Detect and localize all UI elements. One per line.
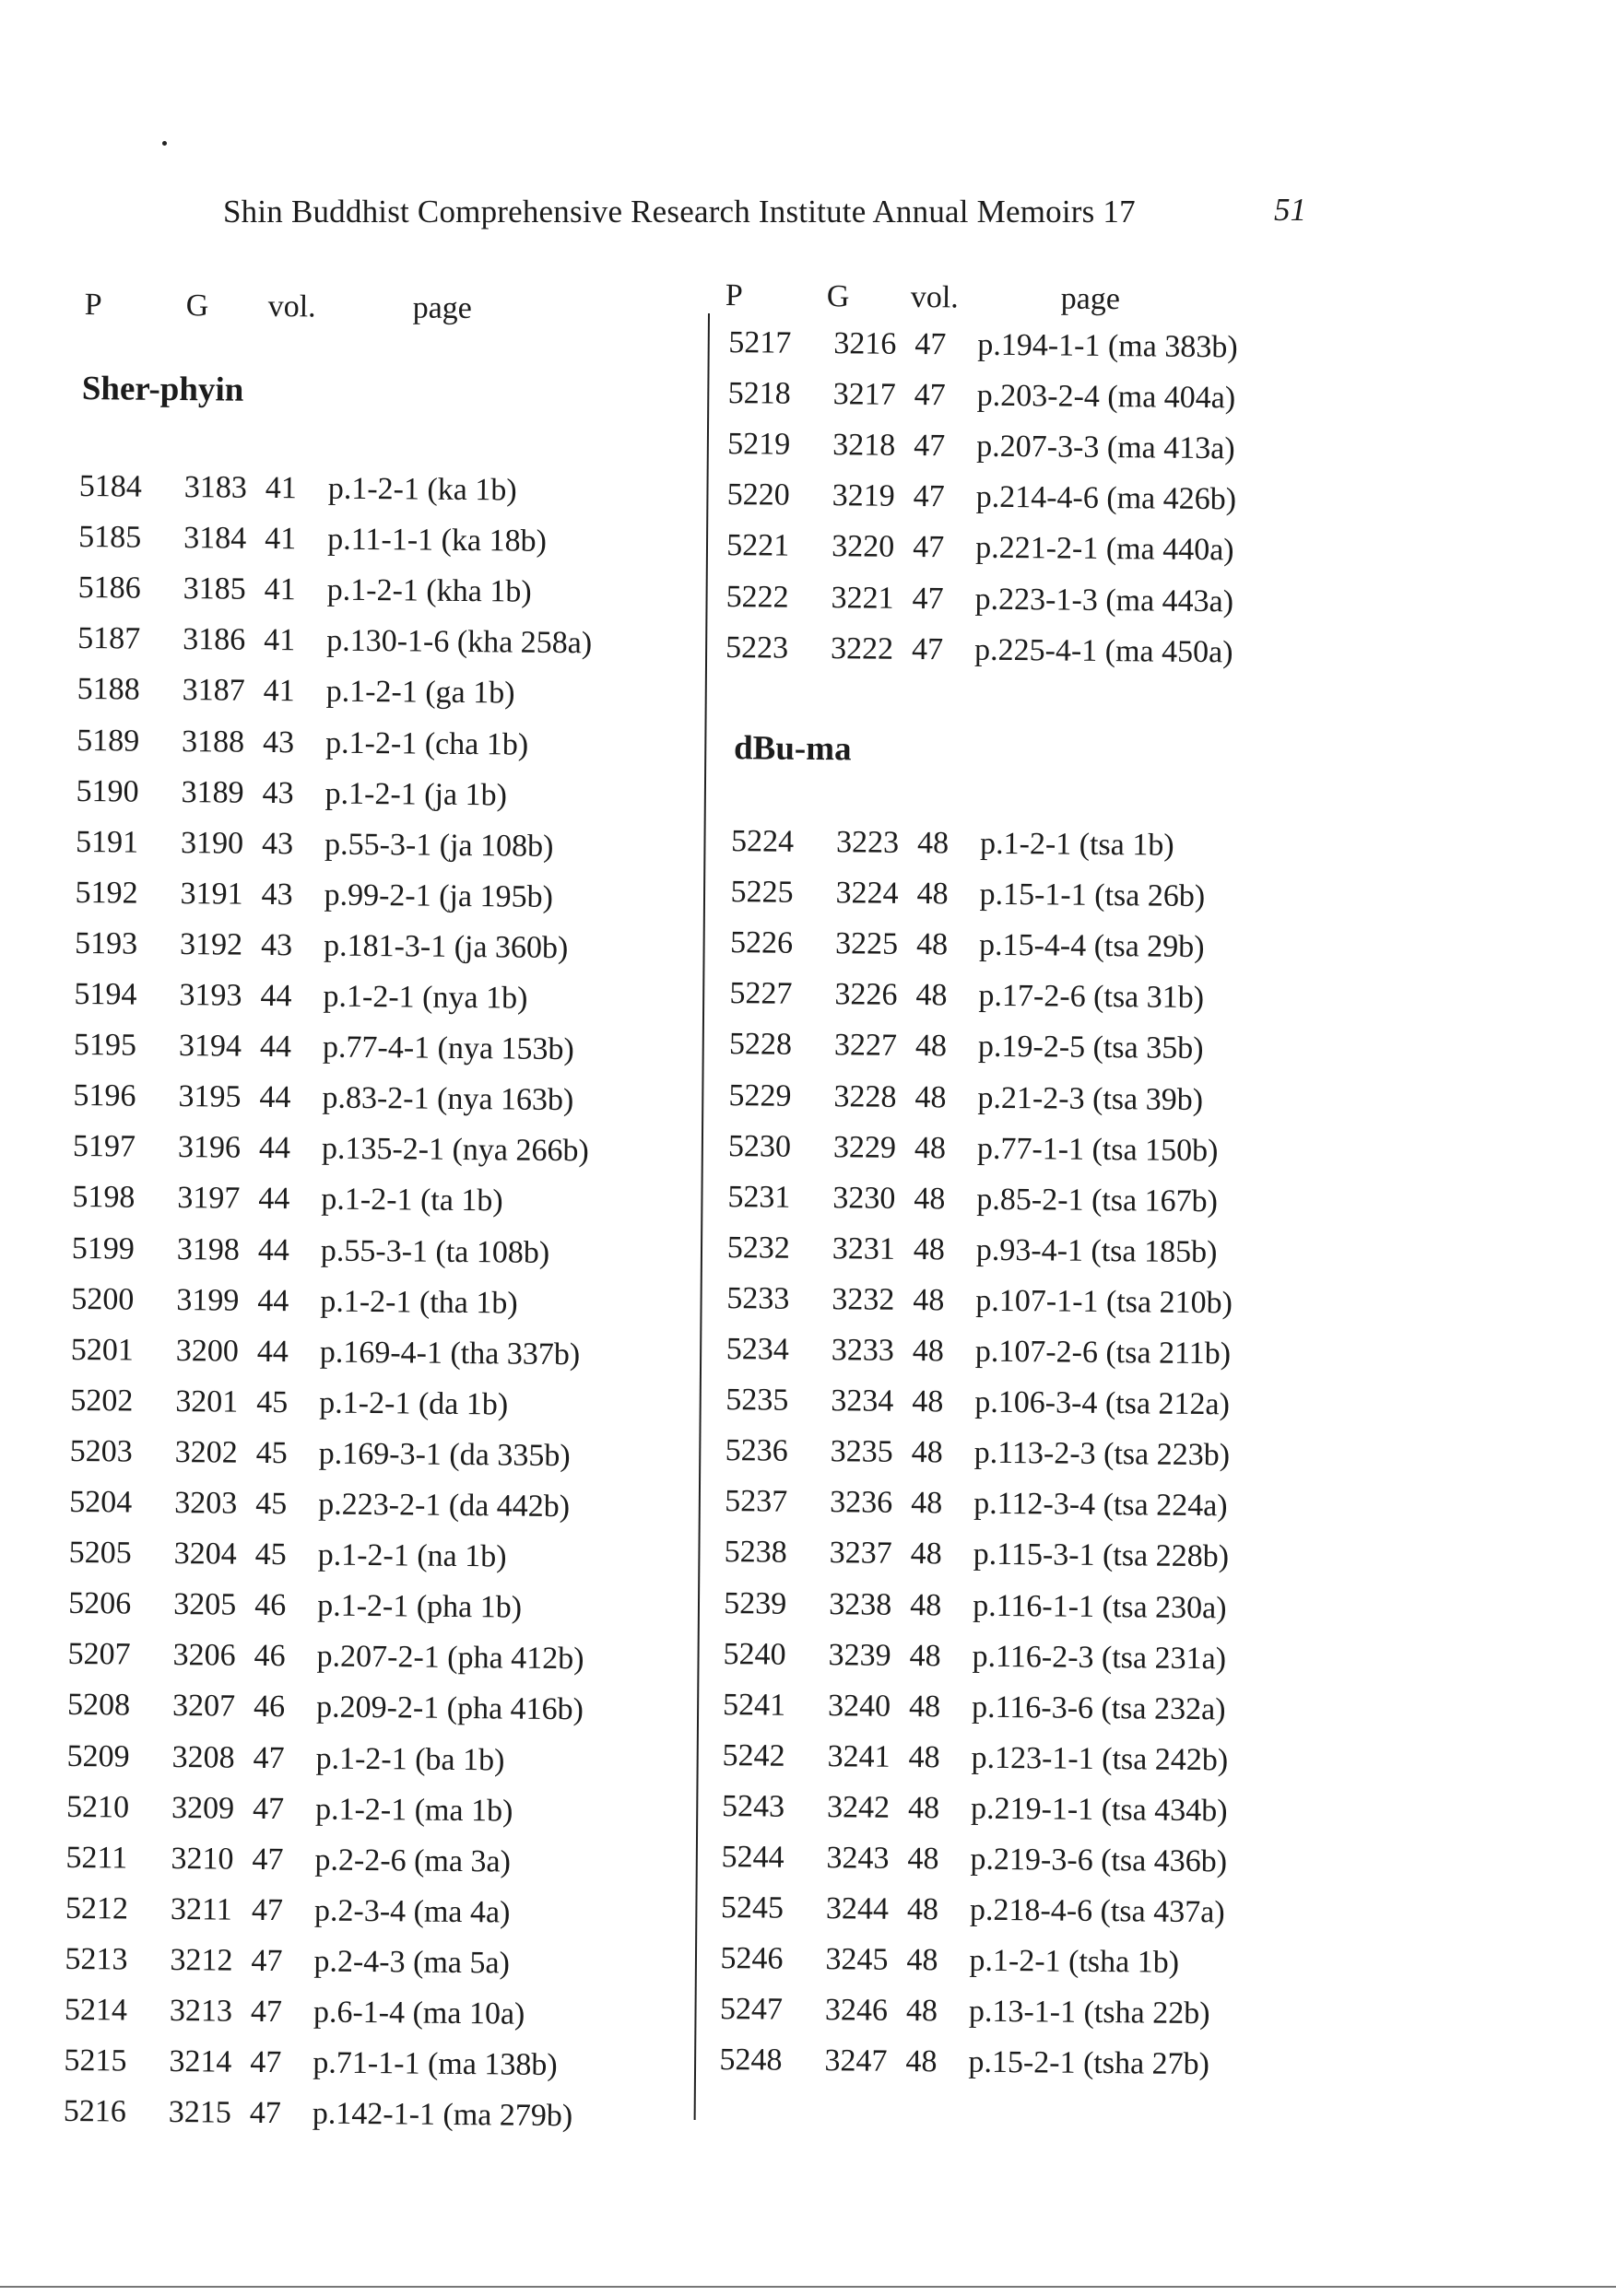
cell-g: 3205: [172, 1587, 237, 1622]
cell-page: p.55-3-1 (ja 108b): [324, 827, 554, 864]
cell-p: 5214: [64, 1992, 128, 2028]
cell-vol: 44: [259, 1080, 291, 1115]
cell-vol: 41: [264, 572, 296, 607]
cell-p: 5188: [77, 672, 140, 708]
cell-page: p.107-1-1 (tsa 210b): [975, 1283, 1233, 1321]
cell-page: p.17-2-6 (tsa 31b): [978, 979, 1205, 1016]
cell-g: 3224: [835, 876, 899, 911]
cell-page: p.107-2-6 (tsa 211b): [974, 1334, 1232, 1372]
cell-vol: 48: [915, 927, 949, 962]
cell-vol: 44: [256, 1334, 289, 1369]
cell-p: 5212: [65, 1890, 129, 1926]
column-header-p-right: P: [725, 278, 743, 313]
cell-vol: 48: [906, 1892, 939, 1927]
cell-g: 3221: [831, 580, 894, 616]
cell-page: p.218-4-6 (tsa 437a): [969, 1892, 1225, 1930]
cell-vol: 41: [263, 674, 295, 709]
cell-p: 5200: [71, 1281, 135, 1317]
cell-vol: 48: [914, 1181, 946, 1217]
cell-g: 3190: [180, 825, 244, 861]
cell-page: p.15-2-1 (tsha 27b): [968, 2045, 1210, 2082]
cell-vol: 43: [261, 877, 293, 913]
cell-page: p.11-1-1 (ka 18b): [327, 522, 548, 559]
cell-g: 3211: [170, 1891, 232, 1927]
section-title-sher-phyin: Sher-phyin: [81, 370, 244, 409]
cell-page: p.83-2-1 (nya 163b): [322, 1080, 574, 1118]
cell-page: p.1-2-1 (tha 1b): [320, 1284, 518, 1321]
cell-page: p.123-1-1 (tsa 242b): [971, 1740, 1229, 1778]
cell-page: p.181-3-1 (ja 360b): [323, 928, 569, 965]
cell-g: 3218: [832, 428, 896, 464]
cell-vol: 48: [912, 1384, 944, 1419]
cell-vol: 48: [914, 1130, 947, 1165]
cell-vol: 46: [254, 1639, 286, 1674]
cell-p: 5205: [68, 1536, 132, 1571]
cell-p: 5229: [728, 1077, 792, 1113]
cell-page: p.225-4-1 (ma 450a): [973, 632, 1233, 669]
cell-vol: 46: [254, 1588, 287, 1623]
cell-g: 3219: [832, 478, 895, 514]
cell-g: 3196: [177, 1130, 242, 1165]
cell-p: 5238: [724, 1535, 787, 1571]
cell-g: 3246: [824, 1993, 889, 2029]
column-header-page: page: [412, 290, 473, 326]
cell-p: 5198: [72, 1180, 136, 1215]
cell-g: 3209: [171, 1790, 235, 1826]
page-number: 51: [1274, 192, 1306, 228]
cell-vol: 47: [913, 530, 945, 565]
cell-p: 5218: [727, 376, 791, 411]
cell-g: 3222: [830, 630, 894, 666]
cell-vol: 47: [914, 378, 946, 413]
cell-p: 5208: [66, 1688, 131, 1723]
cell-page: p.194-1-1 (ma 383b): [977, 327, 1238, 365]
cell-vol: 44: [259, 1029, 292, 1065]
cell-p: 5185: [78, 520, 142, 555]
cell-g: 3203: [174, 1486, 238, 1521]
cell-vol: 48: [916, 877, 949, 912]
column-header-page-right: page: [1060, 281, 1121, 317]
cell-g: 3225: [834, 926, 899, 962]
cell-page: p.1-2-1 (na 1b): [317, 1537, 507, 1574]
cell-vol: 47: [251, 1943, 283, 1979]
cell-p: 5192: [75, 875, 138, 911]
cell-page: p.219-3-6 (tsa 436b): [970, 1842, 1228, 1879]
cell-vol: 48: [913, 1231, 946, 1267]
cell-p: 5189: [76, 723, 140, 759]
cell-page: p.113-2-3 (tsa 223b): [973, 1435, 1231, 1473]
cell-vol: 44: [260, 978, 292, 1014]
cell-vol: 48: [916, 826, 950, 861]
cell-g: 3210: [171, 1841, 234, 1877]
cell-page: p.2-2-6 (ma 3a): [314, 1843, 512, 1879]
cell-vol: 48: [914, 1029, 948, 1064]
cell-p: 5217: [728, 325, 792, 360]
cell-p: 5222: [725, 579, 789, 615]
cell-g: 3215: [168, 2095, 232, 2130]
cell-page: p.2-4-3 (ma 5a): [313, 1944, 511, 1981]
cell-g: 3194: [178, 1029, 242, 1064]
cell-p: 5191: [75, 824, 139, 860]
cell-g: 3199: [176, 1282, 240, 1318]
cell-p: 5241: [722, 1687, 786, 1723]
cell-page: p.112-3-4 (tsa 224a): [973, 1486, 1228, 1524]
cell-vol: 48: [907, 1790, 940, 1826]
cell-p: 5235: [725, 1383, 789, 1418]
cell-g: 3227: [833, 1028, 898, 1064]
speck-mark: [162, 141, 167, 146]
cell-page: p.223-2-1 (da 442b): [318, 1487, 571, 1525]
cell-g: 3191: [180, 876, 243, 912]
cell-vol: 48: [912, 1334, 944, 1369]
cell-g: 3186: [183, 622, 246, 658]
cell-p: 5190: [76, 773, 139, 809]
cell-p: 5203: [69, 1433, 133, 1469]
running-header: Shin Buddhist Comprehensive Research Institute Annual Memoirs 17: [223, 194, 1136, 230]
cell-p: 5204: [69, 1484, 133, 1520]
cell-page: p.116-3-6 (tsa 232a): [971, 1690, 1226, 1727]
cell-g: 3207: [171, 1689, 236, 1725]
cell-vol: 44: [257, 1283, 289, 1318]
cell-g: 3233: [831, 1333, 894, 1368]
cell-p: 5233: [726, 1280, 790, 1316]
cell-vol: 47: [252, 1842, 284, 1877]
cell-p: 5231: [727, 1179, 791, 1215]
cell-vol: 43: [262, 724, 295, 759]
cell-g: 3231: [832, 1230, 896, 1266]
cell-vol: 47: [913, 479, 945, 514]
cell-g: 3185: [183, 571, 246, 606]
column-header-p: P: [84, 288, 102, 323]
cell-p: 5195: [73, 1028, 137, 1063]
cell-p: 5244: [721, 1840, 784, 1875]
cell-g: 3242: [826, 1790, 891, 1825]
cell-page: p.55-3-1 (ta 108b): [320, 1233, 550, 1270]
cell-vol: 45: [256, 1384, 289, 1420]
column-divider: [694, 313, 710, 2120]
cell-p: 5221: [726, 528, 790, 564]
cell-p: 5202: [70, 1383, 134, 1419]
cell-page: p.116-2-3 (tsa 231a): [972, 1639, 1227, 1676]
cell-p: 5186: [77, 571, 141, 606]
cell-p: 5193: [74, 925, 138, 961]
cell-g: 3247: [824, 2043, 888, 2079]
cell-page: p.1-2-1 (ga 1b): [325, 674, 515, 711]
cell-page: p.209-2-1 (pha 416b): [315, 1690, 584, 1727]
cell-g: 3229: [832, 1129, 897, 1165]
cell-g: 3208: [171, 1739, 235, 1775]
cell-vol: 48: [910, 1537, 942, 1572]
column-header-g-right: G: [826, 279, 850, 314]
cell-vol: 41: [265, 522, 297, 557]
cell-page: p.77-1-1 (tsa 150b): [976, 1131, 1219, 1168]
section-title-dbu-ma: dBu-ma: [733, 729, 852, 769]
cell-g: 3204: [173, 1537, 237, 1572]
cell-g: 3232: [832, 1282, 895, 1317]
cell-g: 3235: [830, 1434, 893, 1470]
cell-p: 5248: [719, 2043, 783, 2078]
cell-vol: 47: [914, 327, 947, 362]
cell-vol: 48: [905, 2044, 938, 2079]
cell-p: 5246: [720, 1941, 784, 1976]
cell-g: 3200: [175, 1333, 239, 1369]
cell-page: p.221-2-1 (ma 440a): [975, 531, 1234, 568]
cell-page: p.116-1-1 (tsa 230a): [972, 1588, 1227, 1625]
cell-vol: 47: [911, 631, 944, 666]
cell-page: p.1-2-1 (pha 1b): [316, 1588, 523, 1625]
cell-vol: 44: [258, 1131, 291, 1166]
column-header-vol: vol.: [267, 288, 316, 324]
cell-p: 5237: [725, 1484, 788, 1520]
cell-p: 5213: [65, 1941, 128, 1977]
cell-p: 5242: [722, 1737, 785, 1773]
cell-g: 3187: [182, 673, 245, 709]
cell-page: p.106-3-4 (tsa 212a): [974, 1384, 1231, 1422]
cell-vol: 47: [914, 429, 946, 464]
cell-page: p.15-1-1 (tsa 26b): [979, 877, 1206, 914]
cell-page: p.203-2-4 (ma 404a): [976, 378, 1236, 416]
cell-vol: 48: [911, 1435, 943, 1470]
cell-g: 3220: [832, 529, 895, 565]
cell-page: p.142-1-1 (ma 279b): [312, 2096, 573, 2134]
cell-p: 5220: [726, 477, 790, 513]
cell-page: p.1-2-1 (ja 1b): [324, 776, 508, 813]
cell-g: 3230: [832, 1180, 896, 1216]
cell-p: 5230: [727, 1128, 792, 1164]
cell-g: 3217: [832, 377, 896, 412]
cell-g: 3188: [181, 724, 245, 759]
cell-page: p.214-4-6 (ma 426b): [975, 479, 1237, 517]
cell-vol: 43: [262, 775, 294, 810]
cell-vol: 48: [909, 1638, 941, 1673]
cell-g: 3239: [828, 1637, 891, 1673]
cell-p: 5236: [725, 1433, 788, 1468]
cell-p: 5232: [726, 1230, 791, 1266]
cell-g: 3241: [827, 1738, 891, 1774]
column-header-vol-right: vol.: [910, 279, 959, 315]
cell-vol: 47: [251, 1892, 284, 1927]
cell-page: p.1-2-1 (ka 1b): [327, 471, 517, 508]
cell-page: p.1-2-1 (da 1b): [319, 1385, 509, 1422]
cell-vol: 47: [253, 1740, 285, 1775]
cell-g: 3223: [835, 825, 900, 860]
cell-page: p.1-2-1 (kha 1b): [326, 572, 532, 609]
cell-g: 3189: [181, 774, 244, 810]
cell-p: 5225: [730, 875, 794, 910]
cell-g: 3197: [177, 1181, 241, 1217]
cell-p: 5194: [74, 976, 137, 1012]
cell-page: p.1-2-1 (ta 1b): [321, 1182, 503, 1219]
cell-page: p.19-2-5 (tsa 35b): [977, 1030, 1204, 1066]
cell-page: p.2-3-4 (ma 4a): [313, 1893, 511, 1930]
cell-page: p.169-3-1 (da 335b): [318, 1436, 571, 1474]
cell-g: 3195: [178, 1079, 242, 1114]
cell-g: 3216: [833, 326, 897, 361]
cell-vol: 48: [915, 978, 948, 1013]
cell-vol: 43: [260, 927, 293, 963]
cell-p: 5245: [720, 1890, 784, 1925]
cell-g: 3193: [179, 978, 242, 1013]
cell-g: 3192: [179, 926, 243, 962]
cell-p: 5201: [70, 1332, 134, 1368]
cell-p: 5227: [729, 976, 793, 1012]
cell-page: p.15-4-4 (tsa 29b): [978, 927, 1205, 965]
cell-vol: 48: [907, 1842, 939, 1877]
cell-p: 5240: [723, 1636, 786, 1672]
cell-p: 5247: [719, 1992, 784, 2028]
cell-vol: 47: [252, 1791, 285, 1826]
cell-page: p.93-4-1 (tsa 185b): [975, 1232, 1218, 1270]
cell-p: 5224: [730, 824, 795, 859]
cell-vol: 44: [257, 1232, 290, 1267]
cell-vol: 48: [908, 1739, 940, 1775]
cell-g: 3237: [829, 1536, 892, 1572]
cell-g: 3228: [833, 1078, 897, 1114]
cell-p: 5226: [729, 925, 794, 960]
cell-vol: 48: [909, 1587, 942, 1622]
cell-page: p.219-1-1 (tsa 434b): [970, 1791, 1228, 1829]
cell-g: 3214: [169, 2044, 232, 2079]
cell-p: 5206: [68, 1586, 132, 1621]
cell-page: p.71-1-1 (ma 138b): [313, 2045, 558, 2083]
cell-p: 5184: [78, 468, 142, 504]
cell-p: 5228: [728, 1027, 793, 1063]
cell-vol: 48: [905, 1994, 938, 2029]
cell-vol: 45: [254, 1537, 287, 1572]
cell-vol: 47: [250, 1994, 283, 2030]
cell-vol: 46: [253, 1690, 286, 1725]
cell-page: p.1-2-1 (tsha 1b): [969, 1943, 1180, 1981]
cell-p: 5211: [65, 1840, 128, 1876]
cell-vol: 41: [265, 470, 297, 506]
cell-page: p.13-1-1 (tsha 22b): [968, 1994, 1210, 2031]
cell-g: 3245: [825, 1942, 889, 1978]
cell-vol: 48: [913, 1282, 945, 1318]
cell-page: p.1-2-1 (nya 1b): [323, 979, 528, 1016]
cell-page: p.223-1-3 (ma 443a): [974, 582, 1234, 618]
cell-page: p.169-4-1 (tha 337b): [319, 1335, 581, 1372]
cell-page: p.207-3-3 (ma 413a): [976, 429, 1235, 466]
cell-g: 3212: [170, 1942, 233, 1978]
cell-page: p.99-2-1 (ja 195b): [324, 877, 554, 914]
cell-vol: 47: [912, 581, 944, 616]
cell-p: 5239: [724, 1585, 787, 1621]
cell-p: 5216: [63, 2094, 127, 2129]
cell-vol: 47: [249, 2096, 282, 2131]
cell-page: p.115-3-1 (tsa 228b): [973, 1537, 1230, 1574]
cell-p: 5207: [67, 1637, 131, 1672]
cell-g: 3244: [825, 1891, 890, 1926]
cell-p: 5209: [66, 1738, 130, 1774]
cell-p: 5215: [64, 2043, 127, 2078]
cell-g: 3234: [831, 1383, 894, 1419]
cell-p: 5234: [725, 1332, 790, 1367]
cell-g: 3240: [827, 1688, 891, 1724]
cell-page: p.1-2-1 (cha 1b): [324, 725, 529, 762]
cell-page: p.21-2-3 (tsa 39b): [977, 1080, 1204, 1117]
cell-page: p.1-2-1 (ba 1b): [315, 1741, 505, 1777]
cell-g: 3202: [174, 1434, 238, 1470]
cell-p: 5219: [727, 427, 791, 462]
cell-vol: 41: [264, 623, 296, 658]
cell-vol: 48: [906, 1943, 938, 1978]
cell-vol: 48: [908, 1689, 941, 1725]
cell-p: 5223: [725, 630, 789, 665]
cell-g: 3201: [175, 1383, 239, 1419]
cell-vol: 43: [261, 826, 294, 861]
cell-page: p.130-1-6 (kha 258a): [326, 623, 593, 661]
cell-p: 5199: [71, 1230, 136, 1266]
cell-vol: 48: [914, 1079, 947, 1114]
cell-p: 5196: [73, 1078, 136, 1113]
cell-g: 3184: [183, 521, 247, 556]
cell-g: 3226: [834, 977, 898, 1013]
cell-page: p.77-4-1 (nya 153b): [322, 1030, 575, 1067]
cell-p: 5210: [65, 1789, 130, 1825]
cell-page: p.135-2-1 (nya 266b): [321, 1131, 589, 1169]
cell-vol: 47: [250, 2044, 282, 2080]
cell-p: 5187: [77, 621, 141, 656]
cell-page: p.85-2-1 (tsa 167b): [976, 1182, 1219, 1219]
cell-page: p.207-2-1 (pha 412b): [316, 1639, 584, 1677]
cell-g: 3183: [183, 470, 247, 505]
cell-g: 3243: [826, 1841, 890, 1876]
cell-vol: 45: [255, 1486, 288, 1522]
cell-page: p.1-2-1 (ma 1b): [314, 1792, 513, 1829]
column-header-g: G: [185, 288, 209, 324]
cell-g: 3213: [169, 1994, 233, 2029]
cell-g: 3206: [172, 1638, 236, 1673]
cell-p: 5197: [72, 1129, 136, 1164]
cell-g: 3198: [176, 1231, 241, 1267]
cell-vol: 45: [255, 1435, 288, 1471]
scan-edge-line: [0, 2286, 1616, 2288]
cell-g: 3236: [830, 1485, 893, 1521]
cell-vol: 44: [258, 1182, 290, 1217]
cell-g: 3238: [829, 1586, 892, 1622]
cell-vol: 48: [911, 1486, 943, 1521]
cell-p: 5243: [721, 1788, 785, 1824]
cell-page: p.6-1-4 (ma 10a): [313, 1995, 525, 2031]
cell-page: p.1-2-1 (tsa 1b): [979, 826, 1174, 863]
